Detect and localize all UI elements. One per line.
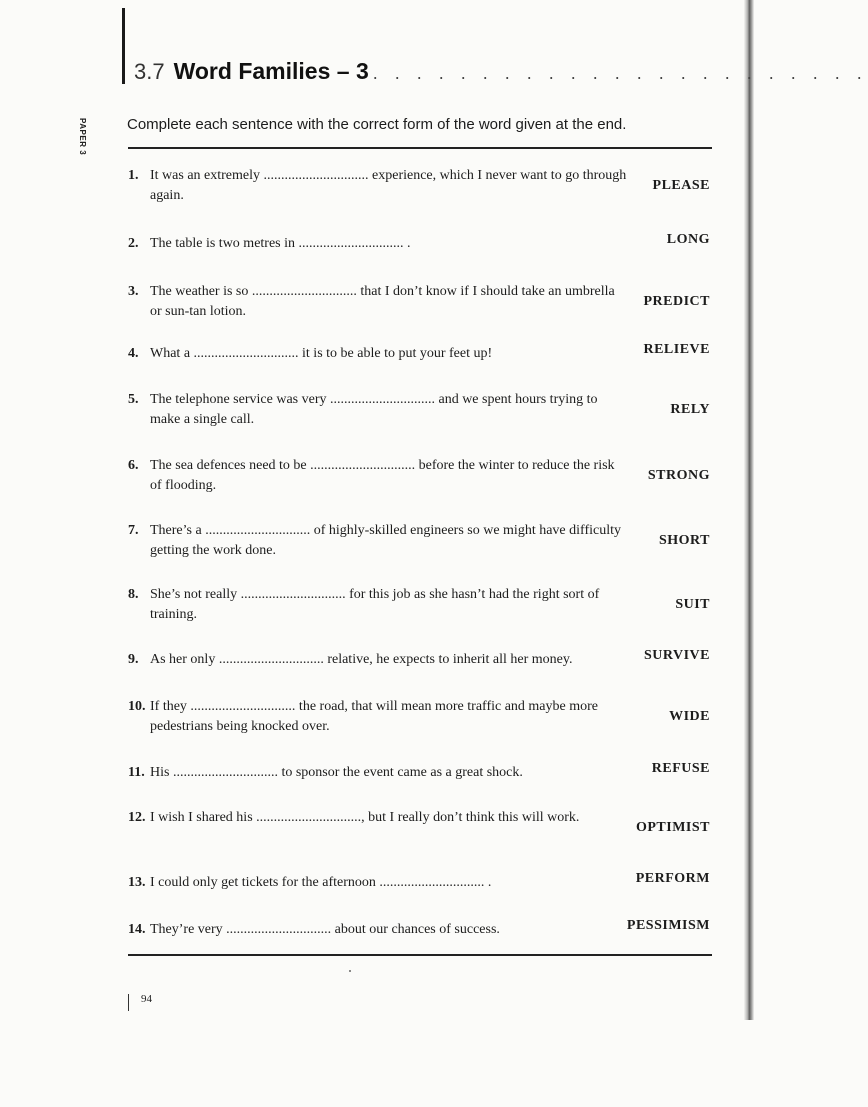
item-number: 4.	[128, 346, 139, 361]
footer-margin-bar	[128, 994, 129, 1011]
bottom-divider	[128, 954, 712, 956]
item-number: 7.	[128, 523, 139, 538]
item-sentence: What a .............................. it is to be able to put your feet up!	[150, 346, 493, 361]
item-root-word: SUIT	[675, 597, 710, 612]
item-root-word: PLEASE	[652, 178, 710, 193]
item-number: 14.	[128, 922, 146, 937]
item-root-word: SURVIVE	[643, 648, 710, 663]
item-sentence: There’s a .............................. of highly-skilled engineers so we might have difficulty getting the work done.	[150, 523, 621, 558]
item-root-word: OPTIMIST	[635, 820, 710, 835]
item-root-word: SHORT	[658, 533, 710, 548]
header-margin-bar	[122, 8, 125, 84]
section-title: Word Families – 3	[173, 58, 369, 84]
top-divider	[128, 147, 712, 149]
item-root-word: LONG	[666, 232, 710, 247]
item-sentence: If they .............................. the road, that will mean more traffic and maybe more pedestrians being knocked over.	[150, 699, 598, 734]
item-sentence: The table is two metres in .............................. .	[150, 236, 411, 251]
item-number: 10.	[128, 699, 146, 714]
item-number: 13.	[128, 875, 146, 890]
item-sentence: The weather is so .............................. that I don’t know if I should take an umbrella or sun-tan lotion.	[150, 284, 615, 319]
page-number: 94	[141, 993, 152, 1005]
item-sentence: The sea defences need to be .............................. before the winter to reduce the risk of flooding.	[150, 458, 615, 493]
item-sentence: As her only .............................. relative, he expects to inherit all her money.	[150, 652, 573, 667]
item-number: 3.	[128, 284, 139, 299]
item-number: 1.	[128, 168, 139, 183]
instructions: Complete each sentence with the correct form of the word given at the end.	[127, 116, 627, 133]
item-root-word: RELIEVE	[643, 342, 710, 357]
item-number: 5.	[128, 392, 139, 407]
item-number: 8.	[128, 587, 139, 602]
item-number: 11.	[128, 765, 145, 780]
item-sentence: I wish I shared his .............................., but I really don’t think this will work.	[150, 810, 580, 825]
item-root-word: RELY	[670, 402, 710, 417]
item-root-word: REFUSE	[651, 761, 710, 776]
item-number: 9.	[128, 652, 139, 667]
item-sentence: I could only get tickets for the afternoon .............................. .	[150, 875, 492, 890]
item-number: 12.	[128, 810, 146, 825]
item-number: 6.	[128, 458, 139, 473]
item-number: 2.	[128, 236, 139, 251]
scan-speck	[349, 970, 351, 972]
item-root-word: PREDICT	[643, 294, 710, 309]
item-sentence: They’re very .............................. about our chances of success.	[150, 922, 500, 937]
title-leader-dots: . . . . . . . . . . . . . . . . . . . . . . .	[372, 63, 868, 83]
item-root-word: WIDE	[669, 709, 710, 724]
item-root-word: PERFORM	[635, 871, 710, 886]
section-number: 3.7	[134, 59, 165, 84]
item-root-word: PESSIMISM	[626, 918, 710, 933]
item-sentence: The telephone service was very .............................. and we spent hours trying to make a single call.	[150, 392, 598, 427]
side-label: PAPER 3	[78, 118, 87, 156]
item-sentence: His .............................. to sponsor the event came as a great shock.	[150, 765, 523, 780]
page-title	[134, 58, 868, 92]
page-binding-shadow	[744, 0, 754, 1020]
item-root-word: STRONG	[647, 468, 710, 483]
item-sentence: It was an extremely .............................. experience, which I never want to go through again.	[150, 168, 627, 203]
item-sentence: She’s not really .............................. for this job as she hasn’t had the right sort of training.	[150, 587, 600, 622]
